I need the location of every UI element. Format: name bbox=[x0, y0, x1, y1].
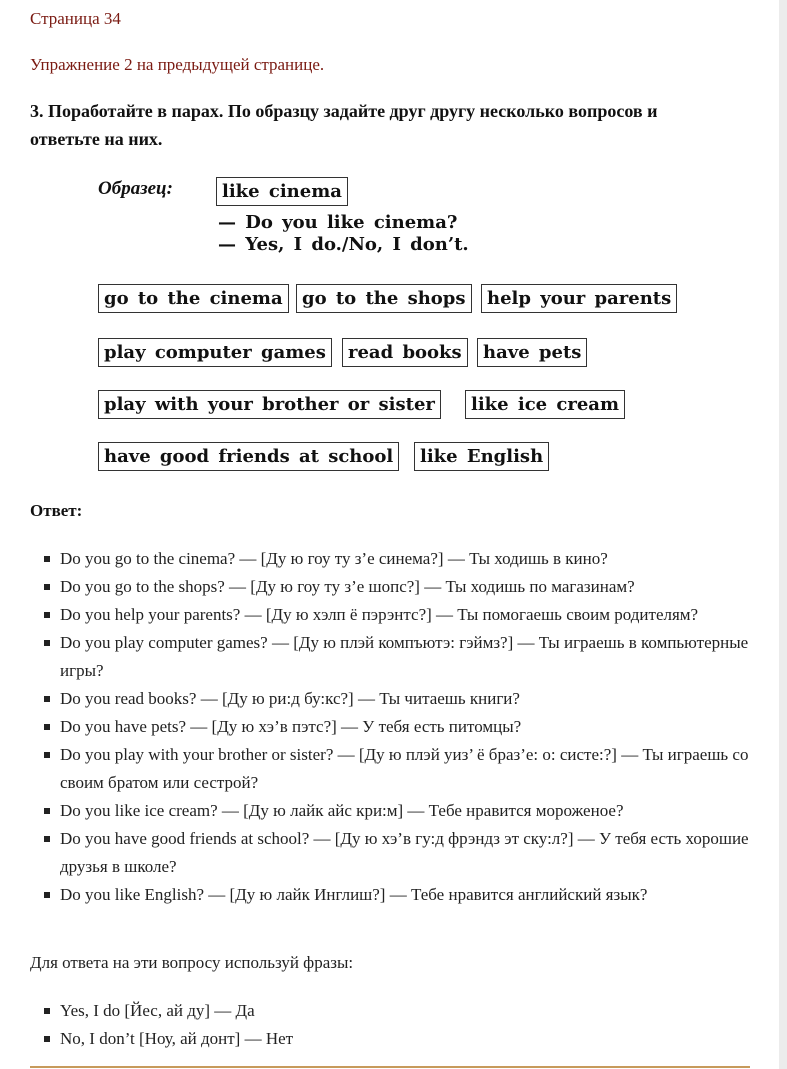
phrase-box: have good friends at school bbox=[98, 442, 399, 471]
phrase-box: play computer games bbox=[98, 338, 332, 367]
example-question: — Do you like cinema? bbox=[218, 212, 458, 233]
answer-item: Do you go to the cinema? — [Ду ю гоу ту з’е синема?] — Ты ходишь в кино? bbox=[30, 545, 750, 573]
answer-item: Do you have good friends at school? — [Ду ю хэ’в гу:д фрэндз эт ску:л?] — У тебя есть хорошие друзья в школе? bbox=[30, 825, 750, 881]
task-text: 3. Поработайте в парах. По образцу задайте друг другу несколько вопросов и ответьте на них. bbox=[30, 101, 658, 149]
answer-item: Do you have pets? — [Ду ю хэ’в пэтс?] — У тебя есть питомцы? bbox=[30, 713, 750, 741]
phrase-box: like ice cream bbox=[465, 390, 625, 419]
example-phrase-box: like cinema bbox=[216, 177, 348, 206]
answer-item: Do you like ice cream? — [Ду ю лайк айс кри:м] — Тебе нравится мороженое? bbox=[30, 797, 750, 825]
phrase-box: have pets bbox=[477, 338, 587, 367]
phrase-item: Yes, I do [Йес, ай ду] — Да bbox=[30, 997, 750, 1025]
bottom-divider bbox=[30, 1066, 750, 1068]
page-link[interactable]: Страница 34 bbox=[30, 9, 121, 28]
phrase-box: go to the shops bbox=[296, 284, 472, 313]
answer-item: Do you play computer games? — [Ду ю плэй компъютэ: гэймз?] — Ты играешь в компьютерные игры? bbox=[30, 629, 750, 685]
phrases-list bbox=[30, 997, 750, 1053]
phrase-box: help your parents bbox=[481, 284, 677, 313]
answer-item: Do you go to the shops? — [Ду ю гоу ту з’е шопс?] — Ты ходишь по магазинам? bbox=[30, 573, 750, 601]
answer-item: Do you like English? — [Ду ю лайк Инглиш?] — Тебе нравится английский язык? bbox=[30, 881, 750, 909]
phrases-intro: Для ответа на эти вопросу используй фразы: bbox=[30, 953, 354, 972]
phrase-box: play with your brother or sister bbox=[98, 390, 441, 419]
phrase-box: read books bbox=[342, 338, 468, 367]
phrase-item: No, I don’t [Ноу, ай донт] — Нет bbox=[30, 1025, 750, 1053]
answer-item: Do you read books? — [Ду ю ри:д бу:кс?] — Ты читаешь книги? bbox=[30, 685, 750, 713]
answer-heading: Ответ: bbox=[30, 501, 83, 520]
answer-item: Do you play with your brother or sister? — [Ду ю плэй уиз’ ё браз’е: о: систе:?] — Ты играешь со своим братом или сестрой? bbox=[30, 741, 750, 797]
answer-list bbox=[30, 545, 750, 909]
example-label: Образец: bbox=[98, 178, 173, 199]
exercise-link[interactable]: Упражнение 2 на предыдущей странице. bbox=[30, 55, 325, 74]
phrase-box: like English bbox=[414, 442, 549, 471]
answer-item: Do you help your parents? — [Ду ю хэлп ё пэрэнтс?] — Ты помогаешь своим родителям? bbox=[30, 601, 750, 629]
page-gutter bbox=[779, 0, 787, 1069]
example-answer: — Yes, I do./No, I don’t. bbox=[218, 234, 469, 255]
phrase-box: go to the cinema bbox=[98, 284, 289, 313]
